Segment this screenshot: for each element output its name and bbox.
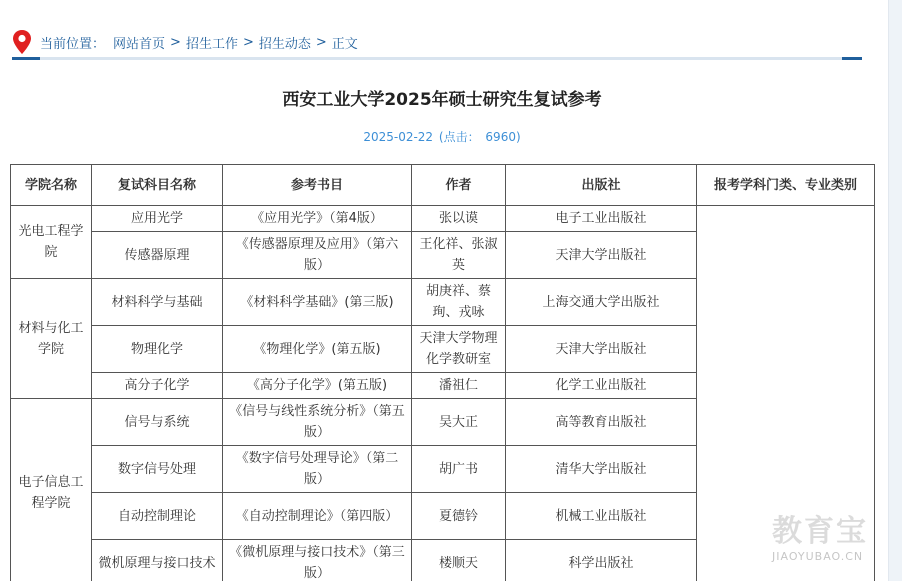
subject-cell: 物理化学 <box>92 326 223 373</box>
publisher-cell: 科学出版社 <box>506 540 697 581</box>
article-date: 2025-02-22 <box>363 130 434 144</box>
header-subject: 复试科目名称 <box>92 165 223 206</box>
subject-cell: 信号与系统 <box>92 399 223 446</box>
header-publisher: 出版社 <box>506 165 697 206</box>
breadcrumb-admissions-link[interactable]: 招生工作 <box>185 36 238 52</box>
publisher-cell: 上海交通大学出版社 <box>506 279 697 326</box>
subject-cell: 微机原理与接口技术 <box>92 540 223 581</box>
table-row <box>11 206 875 232</box>
publisher-cell: 化学工业出版社 <box>506 373 697 399</box>
author-cell: 胡庚祥、蔡珣、戎咏 <box>412 279 506 326</box>
author-cell: 楼顺天 <box>412 540 506 581</box>
author-cell: 张以谟 <box>412 206 506 232</box>
header-category: 报考学科门类、专业类别 <box>697 165 875 206</box>
header-book: 参考书目 <box>223 165 412 206</box>
breadcrumb-current-link[interactable]: 正文 <box>331 36 358 52</box>
college-cell: 材料与化工学院 <box>11 279 92 399</box>
publisher-cell: 高等教育出版社 <box>506 399 697 446</box>
publisher-cell: 机械工业出版社 <box>506 493 697 540</box>
author-cell: 王化祥、张淑英 <box>412 232 506 279</box>
breadcrumb-separator: > <box>315 34 327 50</box>
college-cell: 光电工程学院 <box>11 206 92 279</box>
subject-cell: 材料科学与基础 <box>92 279 223 326</box>
college-cell: 电子信息工程学院 <box>11 399 92 581</box>
breadcrumb-separator: > <box>242 34 254 50</box>
subject-cell: 传感器原理 <box>92 232 223 279</box>
watermark-domain: JIAOYUBAO.CN <box>772 550 864 563</box>
book-cell: 《数字信号处理导论》（第二版） <box>223 446 412 493</box>
book-cell: 《传感器原理及应用》（第六版） <box>223 232 412 279</box>
breadcrumb-news-link[interactable]: 招生动态 <box>258 36 311 52</box>
subject-cell: 应用光学 <box>92 206 223 232</box>
location-pin-icon <box>12 29 32 55</box>
header-college: 学院名称 <box>11 165 92 206</box>
breadcrumb-label: 当前位置： <box>40 36 106 52</box>
table-header-row <box>11 165 875 206</box>
watermark-text: 教育宝 <box>772 514 868 549</box>
author-cell: 潘祖仁 <box>412 373 506 399</box>
book-cell: 《自动控制理论》（第四版） <box>223 493 412 540</box>
book-cell: 《微机原理与接口技术》（第三版） <box>223 540 412 581</box>
publisher-cell: 清华大学出版社 <box>506 446 697 493</box>
article-title: 西安工业大学2025年硕士研究生复试参考 <box>282 90 602 110</box>
book-cell: 《应用光学》（第4版） <box>223 206 412 232</box>
book-cell: 《高分子化学》(第五版) <box>223 373 412 399</box>
article-meta <box>0 128 884 145</box>
page-margin <box>889 0 902 581</box>
author-cell: 夏德钤 <box>412 493 506 540</box>
category-cell <box>697 206 875 581</box>
breadcrumb-separator: > <box>170 34 181 50</box>
author-cell: 吴大正 <box>412 399 506 446</box>
header-author: 作者 <box>412 165 506 206</box>
breadcrumb-home-link[interactable]: 网站首页 <box>113 36 166 52</box>
subject-cell: 自动控制理论 <box>92 493 223 540</box>
article-clicks-count: 6960) <box>485 130 521 144</box>
publisher-cell: 电子工业出版社 <box>506 206 697 232</box>
publisher-cell: 天津大学出版社 <box>506 326 697 373</box>
reference-table <box>10 164 875 581</box>
subject-cell: 高分子化学 <box>92 373 223 399</box>
breadcrumb <box>12 28 358 56</box>
article-clicks-label: (点击： <box>438 130 480 144</box>
book-cell: 《物理化学》(第五版) <box>223 326 412 373</box>
author-cell: 胡广书 <box>412 446 506 493</box>
book-cell: 《信号与线性系统分析》（第五版） <box>223 399 412 446</box>
breadcrumb-divider <box>12 57 862 60</box>
author-cell: 天津大学物理化学教研室 <box>412 326 506 373</box>
subject-cell: 数字信号处理 <box>92 446 223 493</box>
book-cell: 《材料科学基础》(第三版) <box>223 279 412 326</box>
publisher-cell: 天津大学出版社 <box>506 232 697 279</box>
